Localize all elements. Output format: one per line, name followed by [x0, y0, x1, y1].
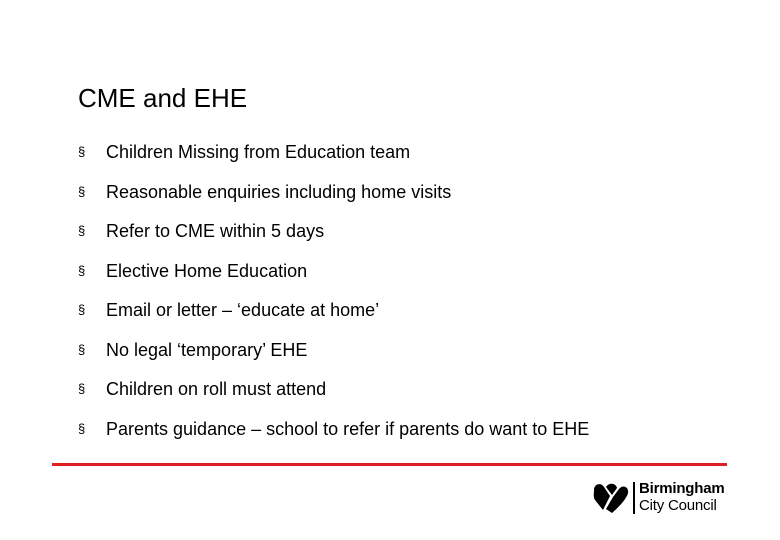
- bullet-item: [78, 419, 618, 439]
- bullet-marker: §: [78, 381, 86, 396]
- bullet-item: [78, 221, 618, 241]
- bullet-marker: §: [78, 223, 86, 238]
- bullet-marker: §: [78, 262, 86, 278]
- logo-line-1: Birmingham: [639, 480, 725, 497]
- bullet-marker: §: [78, 420, 86, 436]
- bullet-item: [78, 182, 618, 202]
- bullet-text: No legal ‘temporary’ EHE: [106, 339, 308, 360]
- bullet-item: [78, 261, 618, 281]
- bullet-marker: §: [78, 144, 86, 159]
- birmingham-heart-logo-icon: [592, 482, 630, 514]
- birmingham-city-council-logo: [592, 480, 732, 516]
- logo-divider: [633, 482, 635, 514]
- logo-line-2: City Council: [639, 497, 717, 514]
- bullet-text: Elective Home Education: [106, 260, 308, 281]
- bullet-text: Refer to CME within 5 days: [106, 221, 325, 241]
- bullet-marker: §: [78, 341, 86, 357]
- bullet-marker: §: [78, 183, 86, 199]
- footer-divider: [52, 463, 727, 466]
- bullet-text: Children on roll must attend: [106, 379, 327, 399]
- bullet-text: Email or letter – ‘educate at home’: [106, 300, 380, 320]
- slide-title: CME and EHE: [78, 83, 248, 113]
- bullet-item: [78, 142, 618, 162]
- bullet-text: Children Missing from Education team: [106, 142, 411, 162]
- bullet-item: [78, 300, 618, 320]
- bullet-marker: §: [78, 302, 86, 317]
- bullet-list: [78, 142, 618, 458]
- bullet-text: Parents guidance – school to refer if parents do want to EHE: [106, 418, 590, 439]
- bullet-item: [78, 340, 618, 360]
- bullet-text: Reasonable enquiries including home visits: [106, 181, 452, 202]
- bullet-item: [78, 379, 618, 399]
- logo-wordmark: [639, 480, 725, 514]
